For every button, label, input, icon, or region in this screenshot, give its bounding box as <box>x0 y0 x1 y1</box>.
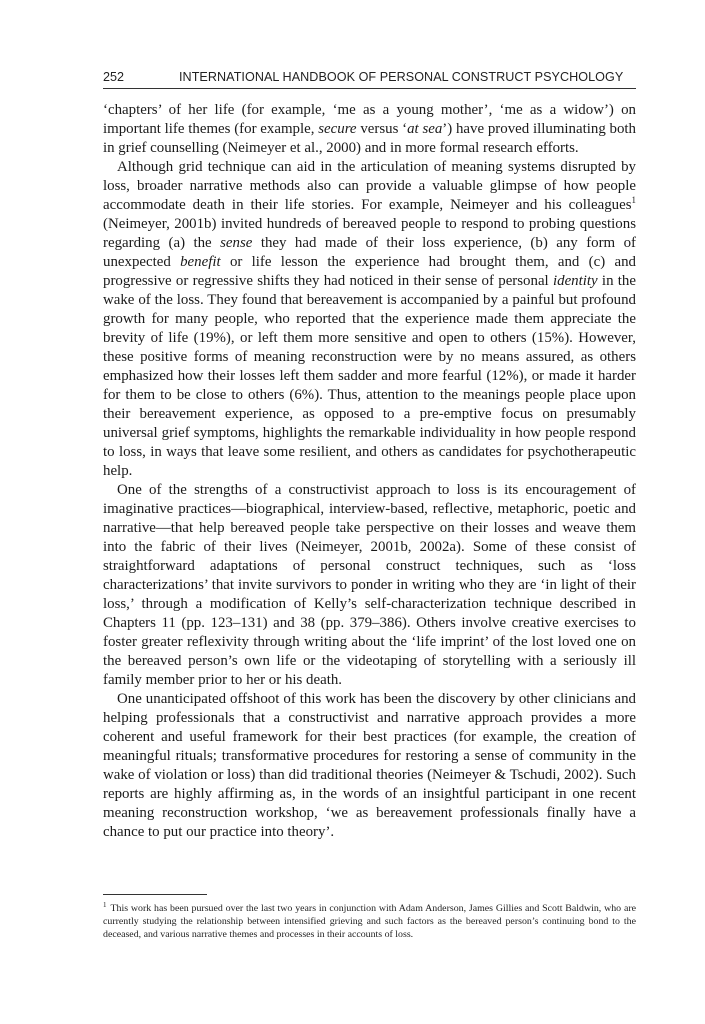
footnote-rule <box>103 894 207 895</box>
running-title: INTERNATIONAL HANDBOOK OF PERSONAL CONSTRUCT PSYCHOLOGY <box>179 70 624 84</box>
footnote-reference: 1 <box>631 195 636 206</box>
footnote-marker: 1 <box>103 900 107 909</box>
paragraph-4: One unanticipated offshoot of this work has been the discovery by other clinicians and helping professionals that a constructivist and narrative approach provides a more coherent and useful framework for their best practices (for example, the creation of meaningful rituals; transformative procedures for restoring a sense of community in the wake of violation or loss) than did traditional theories (Neimeyer & Tschudi, 2002). Such reports are highly affirming as, in the words of an insightful participant in one recent meaning reconstruction workshop, ‘we as bereavement professionals finally have a chance to put our practice into theory’. <box>103 691 636 840</box>
header-rule <box>103 88 636 89</box>
footnote <box>103 902 636 941</box>
page-number: 252 <box>103 70 125 84</box>
paragraph-1: ‘chapters’ of her life (for example, ‘me as a young mother’, ‘me as a widow’) on important life themes (for example, secure versus ‘at sea’) have proved illuminating both in grief counselling (Neimeyer et al., 2000) and in more formal research efforts. <box>103 102 637 156</box>
paragraph-3: One of the strengths of a constructivist approach to loss is its encouragement of imaginative practices—biographical, interview-based, reflective, metaphoric, poetic and narrative—that help bereaved people take perspective on their losses and weave them into the fabric of their lives (Neimeyer, 2001b, 2002a). Some of these consist of straightforward adaptations of personal construct techniques, such as ‘loss characterizations’ that invite survivors to ponder in writing who they are ‘in light of their loss,’ through a modification of Kelly’s self-characterization technique described in Chapters 11 (pp. 123–131) and 38 (pp. 379–386). Others involve creative exercises to foster greater reflexivity through writing about the ‘life imprint’ of the lost loved one on the bereaved person’s own life or the videotaping of storytelling with a seriously ill family member prior to her or his death. <box>103 482 636 688</box>
body-text <box>103 101 636 842</box>
paragraph-2: Although grid technique can aid in the articulation of meaning systems disrupted by loss, broader narrative methods also can provide a valuable glimpse of how people accommodate death in their life stories. For example, Neimeyer and his colleagues$^1$ (Neimeyer, 2001b) invited hundreds of bereaved people to respond to probing questions regarding (a) the sense they had made of their loss experience, (b) any form of unexpected benefit or life lesson the experience had brought them, and (c) and progressive or regressive shifts they had noticed in their sense of personal identity in the wake of the loss. They found that bereavement is accompanied by a painful but profound growth for many people, who reported that the experience made them appreciate the brevity of life (19%), or left them more sensitive and open to others (15%). However, these positive forms of meaning reconstruction were by no means assured, as others emphasized how their losses left them sadder and more fearful (12%), or made it harder for them to be close to others (6%). Thus, attention to the meanings people place upon their bereavement experience, as opposed to a pre-emptive focus on presumably universal grief symptoms, highlights the remarkable individuality in how people respond to loss, in ways that leave some resilient, and others as candidates for psychotherapeutic help. <box>103 159 636 479</box>
footnote-text: This work has been pursued over the last two years in conjunction with Adam Anderson, James Gillies and Scott Baldwin, who are currently studying the relationship between intensified grieving and such factors as the bereaved person’s continuing bond to the deceased, and various narrative themes and processes in their accounts of loss. <box>103 903 636 940</box>
